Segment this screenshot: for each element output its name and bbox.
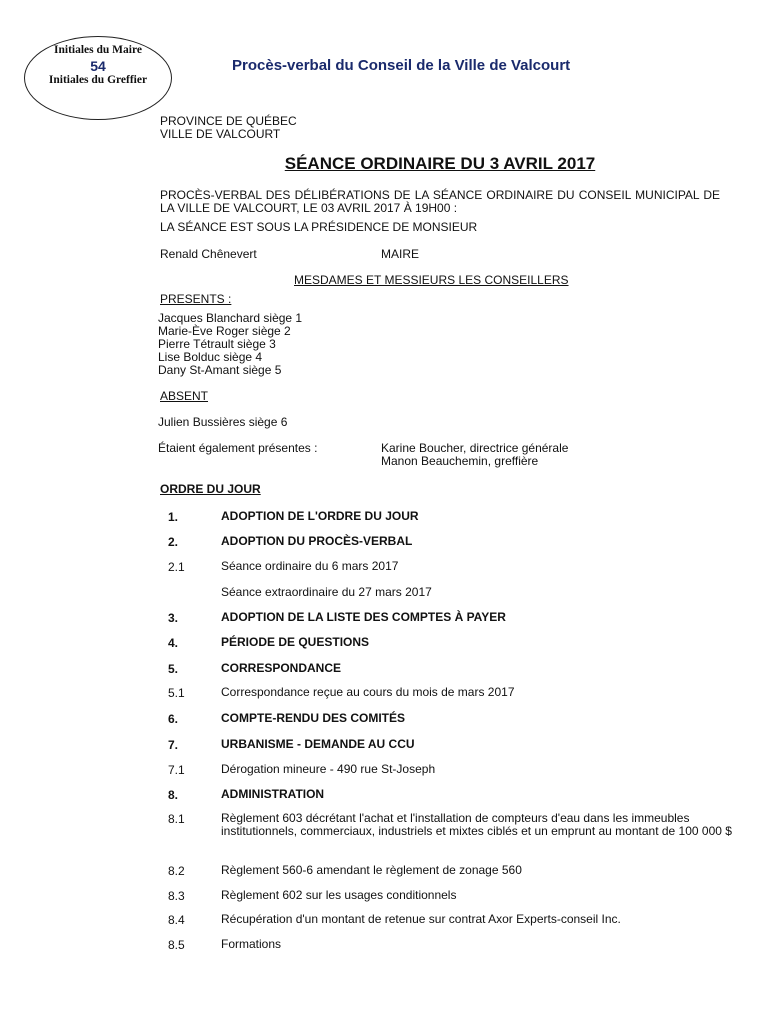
agenda-item-number: 3. <box>168 611 179 625</box>
list-item: Marie-Ève Roger siège 2 <box>158 324 291 338</box>
agenda-item-number: 2.1 <box>168 560 185 574</box>
agenda-item-text: Règlement 560-6 amendant le règlement de zonage 560 <box>221 863 522 877</box>
agenda-item-number: 8.2 <box>168 864 185 878</box>
agenda-item-number: 5.1 <box>168 686 185 700</box>
agenda-item-number: 8.3 <box>168 889 185 903</box>
initials-stamp <box>24 36 172 120</box>
mayor-name: Renald Chênevert <box>160 247 257 261</box>
agenda-item-number: 1. <box>168 510 179 524</box>
absent-member: Julien Bussières siège 6 <box>158 415 288 429</box>
also-present-item: Karine Boucher, directrice générale <box>381 441 569 455</box>
absent-label: ABSENT <box>160 389 209 403</box>
councillors-heading: MESDAMES ET MESSIEURS LES CONSEILLERS <box>294 273 569 287</box>
mayor-role: MAIRE <box>381 247 420 261</box>
agenda-item-text: Séance extraordinaire du 27 mars 2017 <box>221 585 432 599</box>
agenda-item-text: Dérogation mineure - 490 rue St-Joseph <box>221 762 436 776</box>
stamp-mayor-initials-label: Initiales du Maire <box>54 44 142 56</box>
agenda-item-text: Séance ordinaire du 6 mars 2017 <box>221 559 399 573</box>
agenda-item-text: Récupération d'un montant de retenue sur contrat Axor Experts-conseil Inc. <box>221 912 621 926</box>
list-item: Dany St-Amant siège 5 <box>158 363 282 377</box>
agenda-item-text: ADOPTION DU PROCÈS-VERBAL <box>221 534 413 548</box>
province-label: PROVINCE DE QUÉBEC <box>160 114 297 128</box>
agenda-item-text: CORRESPONDANCE <box>221 661 342 675</box>
agenda-item-number: 2. <box>168 535 179 549</box>
agenda-item-text: COMPTE-RENDU DES COMITÉS <box>221 711 406 725</box>
session-heading: SÉANCE ORDINAIRE DU 3 AVRIL 2017 <box>284 154 596 173</box>
agenda-item-number: 8.1 <box>168 812 185 826</box>
agenda-item-number: 8. <box>168 788 179 802</box>
list-item: Lise Bolduc siège 4 <box>158 350 263 364</box>
agenda-item-text: Correspondance reçue au cours du mois de mars 2017 <box>221 685 515 699</box>
also-present-label: Étaient également présentes : <box>158 441 318 455</box>
agenda-item-text: ADMINISTRATION <box>221 787 325 801</box>
list-item: Jacques Blanchard siège 1 <box>158 311 303 325</box>
agenda-item-number: 8.5 <box>168 938 185 952</box>
document-title: Procès-verbal du Conseil de la Ville de Valcourt <box>232 57 571 74</box>
agenda-item-number: 4. <box>168 636 179 650</box>
agenda-item-text: ADOPTION DE L'ORDRE DU JOUR <box>221 509 419 523</box>
list-item: Pierre Tétrault siège 3 <box>158 337 276 351</box>
presents-label: PRESENTS : <box>160 292 232 306</box>
agenda-item-number: 7. <box>168 738 179 752</box>
also-present-item: Manon Beauchemin, greffière <box>381 454 539 468</box>
agenda-item-text: URBANISME - DEMANDE AU CCU <box>221 737 415 751</box>
agenda-item-number: 5. <box>168 662 179 676</box>
stamp-page-number: 54 <box>90 58 106 74</box>
agenda-item-number: 7.1 <box>168 763 185 777</box>
agenda-heading: ORDRE DU JOUR <box>160 482 261 496</box>
agenda-item-number: 6. <box>168 712 179 726</box>
agenda-item-text: PÉRIODE DE QUESTIONS <box>221 635 370 649</box>
agenda-item-number: 8.4 <box>168 913 185 927</box>
agenda-item-text: Formations <box>221 937 282 951</box>
agenda-item-text: ADOPTION DE LA LISTE DES COMPTES À PAYER <box>221 610 506 624</box>
intro-paragraph: PROCÈS-VERBAL DES DÉLIBÉRATIONS DE LA SÉANCE ORDINAIRE DU CONSEIL MUNICIPAL DE LA VILLE DE VALCOURT, LE 03 AVRIL 2017 À 19H00 : <box>160 188 720 215</box>
stamp-clerk-initials-label: Initiales du Greffier <box>48 74 148 86</box>
ville-label: VILLE DE VALCOURT <box>160 127 281 141</box>
presidence-line: LA SÉANCE EST SOUS LA PRÉSIDENCE DE MONSIEUR <box>160 220 478 234</box>
agenda-item-text: Règlement 602 sur les usages conditionnels <box>221 888 457 902</box>
agenda-item-text: Règlement 603 décrétant l'achat et l'installation de compteurs d'eau dans les immeubles institutionnels, commerciaux, industriels et mixtes ciblés et un emprunt au montant de 100 000 $ <box>221 811 732 838</box>
